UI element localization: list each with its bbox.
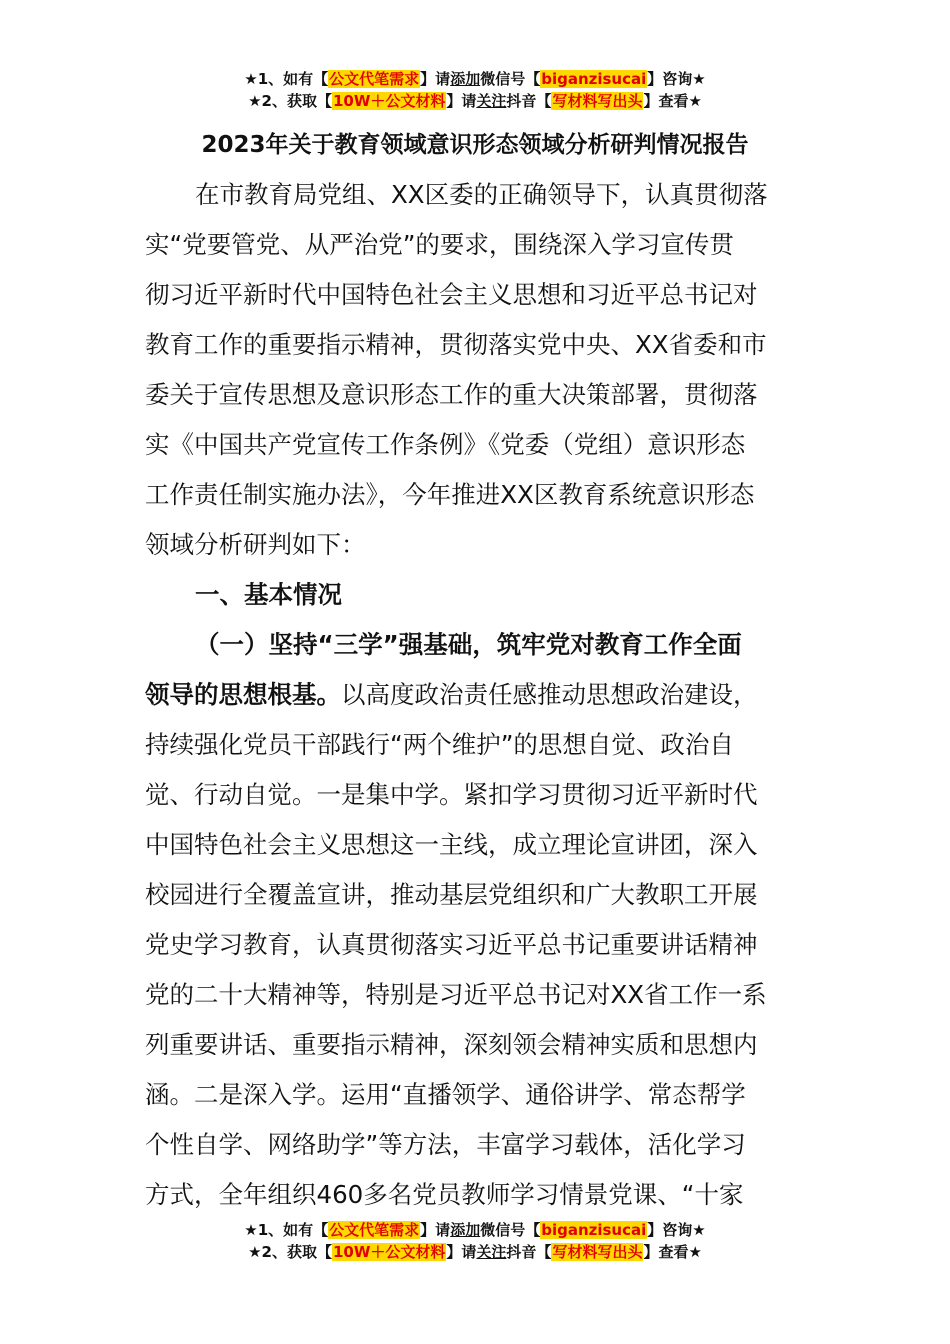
promo-text: 抖音【 (506, 92, 552, 110)
body-line: 中国特色社会主义思想这一主线，成立理论宣讲团，深入 (145, 830, 758, 859)
subsection-heading: （一）坚持“三学”强基础，筑牢党对教育工作全面 (195, 630, 742, 659)
promo-highlight: 写材料写出头 (552, 1243, 643, 1261)
promo-highlight: biganzisucai (541, 70, 647, 88)
body-line: 工作责任制实施办法》，今年推进XX区教育系统意识形态 (145, 480, 755, 509)
promo-text: 抖音【 (506, 1243, 552, 1261)
promo-header (0, 68, 950, 112)
section-heading: 一、基本情况 (195, 580, 342, 609)
body-line-mixed (145, 670, 810, 720)
body-line: 在市教育局党组、XX区委的正确领导下，认真贯彻落 (195, 180, 768, 209)
promo-text: 】咨询★ (647, 70, 706, 88)
promo-highlight: 公文代笔需求 (329, 70, 420, 88)
body-line: 实“党要管党、从严治党”的要求，围绕深入学习宣传贯 (145, 230, 734, 259)
promo-text: 微信号【 (480, 1221, 541, 1239)
body-line: 个性自学、网络助学”等方法，丰富学习载体，活化学习 (145, 1130, 746, 1159)
promo-text: ★2、获取【 (248, 1243, 332, 1261)
body-line: 持续强化党员干部践行“两个维护”的思想自觉、政治自 (145, 730, 734, 759)
promo-text: 】查看★ (643, 92, 702, 110)
body-line: 领域分析研判如下： (145, 530, 366, 559)
promo-highlight: 公文代笔需求 (329, 1221, 420, 1239)
body-line-rest: 以高度政治责任感推动思想政治建设， (341, 680, 758, 709)
promo-highlight: 写材料写出头 (552, 92, 643, 110)
promo-highlight: 10W＋公文材料 (332, 92, 446, 110)
body-line: 教育工作的重要指示精神，贯彻落实党中央、XX省委和市 (145, 330, 767, 359)
promo-line-2 (0, 1241, 950, 1263)
body-line: 校园进行全覆盖宣讲，推动基层党组织和广大教职工开展 (145, 880, 758, 909)
promo-line-1 (0, 68, 950, 90)
promo-text: 微信号【 (480, 70, 541, 88)
document-title: 2023年关于教育领域意识形态领域分析研判情况报告 (201, 132, 749, 158)
promo-line-1 (0, 1219, 950, 1241)
promo-text: ★1、如有【 (244, 1221, 329, 1239)
promo-underline: 添加 (450, 70, 481, 88)
promo-text: ★2、获取【 (248, 92, 332, 110)
promo-text: 】请 (446, 1243, 477, 1261)
promo-text: 】查看★ (643, 1243, 702, 1261)
promo-text: 】请 (420, 70, 451, 88)
promo-underline: 添加 (450, 1221, 481, 1239)
body-line: 列重要讲话、重要指示精神，深刻领会精神实质和思想内 (145, 1030, 758, 1059)
promo-underline: 关注 (476, 1243, 507, 1261)
body-line: 觉、行动自觉。一是集中学。紧扣学习贯彻习近平新时代 (145, 780, 758, 809)
promo-highlight: 10W＋公文材料 (332, 1243, 446, 1261)
promo-highlight: biganzisucai (541, 1221, 647, 1239)
promo-text: 】请 (446, 92, 477, 110)
body-line: 涵。二是深入学。运用“直播领学、通俗讲学、常态帮学 (145, 1080, 746, 1109)
subsection-heading-end: 领导的思想根基。 (145, 680, 341, 709)
body-line: 彻习近平新时代中国特色社会主义思想和习近平总书记对 (145, 280, 758, 309)
promo-underline: 关注 (476, 92, 507, 110)
promo-line-2 (0, 90, 950, 112)
body-line: 委关于宣传思想及意识形态工作的重大决策部署，贯彻落 (145, 380, 758, 409)
body-line: 党的二十大精神等，特别是习近平总书记对XX省工作一系 (145, 980, 767, 1009)
document-body (145, 170, 810, 1220)
promo-text: 】请 (420, 1221, 451, 1239)
promo-text: 】咨询★ (647, 1221, 706, 1239)
body-line: 方式，全年组织460多名党员教师学习情景党课、“十家 (145, 1180, 744, 1209)
body-line: 党史学习教育，认真贯彻落实习近平总书记重要讲话精神 (145, 930, 758, 959)
body-line: 实《中国共产党宣传工作条例》《党委（党组）意识形态 (145, 430, 746, 459)
promo-text: ★1、如有【 (244, 70, 329, 88)
promo-footer (0, 1219, 950, 1263)
